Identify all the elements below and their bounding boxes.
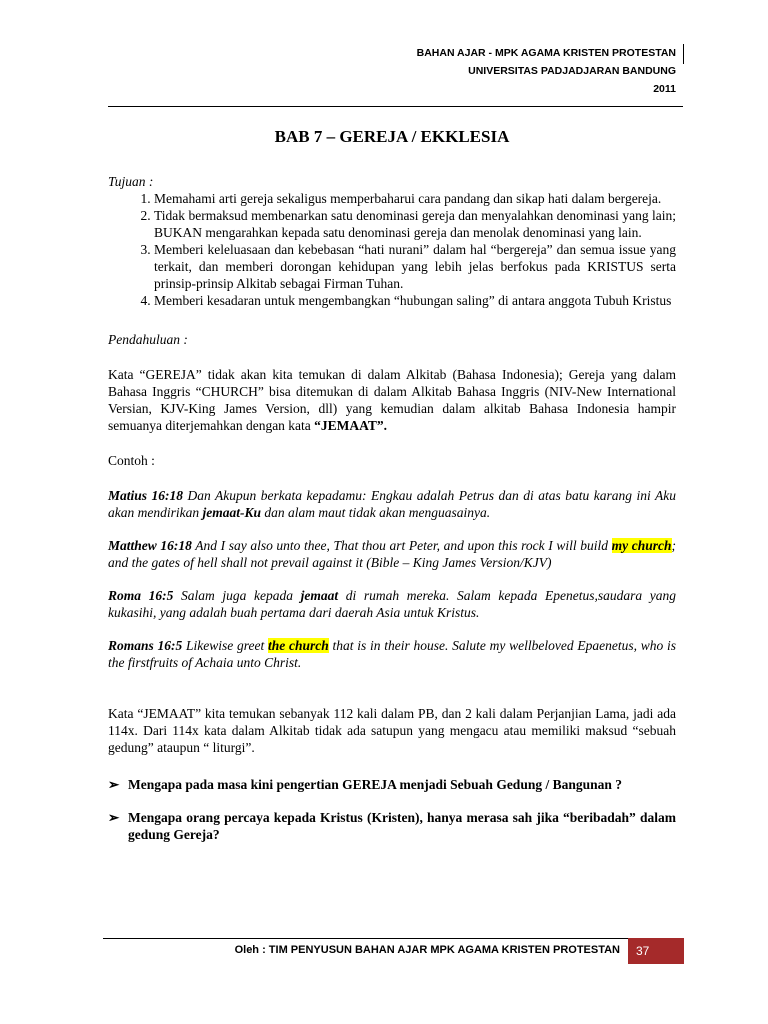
chapter-title: BAB 7 – GEREJA / EKKLESIA — [274, 127, 510, 146]
verse-bold: jemaat-Ku — [202, 505, 261, 520]
verse-romans — [108, 637, 676, 671]
verse-text: Salam juga kepada — [173, 588, 301, 603]
goal-item: 3. Memberi keleluasaan dan kebebasan “hati nurani” dalam hal “bergereja” dan semua issue yang terkait, dan memberi dorongan kehidupan yang lebih jelas berfokus pada KRISTUS serta prinsip-prinsip Alkitab sebagai Firman Tuhan. — [154, 241, 676, 292]
verse-roma — [108, 587, 676, 621]
footer-divider — [103, 938, 628, 939]
verse-text: dan alam maut tidak akan menguasainya. — [261, 505, 491, 520]
verse-ref: Matius 16:18 — [108, 488, 184, 503]
verse-matius — [108, 487, 676, 521]
question-text: Mengapa pada masa kini pengertian GEREJA menjadi Sebuah Gedung / Bangunan ? — [128, 777, 622, 792]
header-divider — [108, 106, 683, 107]
tujuan-label: Tujuan : — [108, 174, 154, 189]
goal-item: 4. Memberi kesadaran untuk mengembangkan “hubungan saling” di antara anggota Tubuh Kristus — [154, 292, 676, 309]
pendahuluan-text: Kata “GEREJA” tidak akan kita temukan di dalam Alkitab (Bahasa Indonesia); Gereja yang dalam Bahasa Inggris “CHURCH” bisa ditemukan di dalam Alkitab Bahasa Inggris (NIV-New International Versian, KJV-King James Version, dll) yang kemudian dalam alkitab Bahasa Indonesia hampir semuanya diterjemahkan dengan kata — [108, 367, 676, 433]
page-header — [417, 44, 676, 98]
verse-text: Likewise greet — [182, 638, 269, 653]
header-line-1: BAHAN AJAR - MPK AGAMA KRISTEN PROTESTAN — [416, 47, 676, 59]
header-year: 2011 — [653, 83, 676, 95]
highlighted-text: the church — [268, 638, 329, 653]
verse-text: that is in their house. Salute my wellbeloved Epaenetus, who is the firstfruits of Achaia unto Christ. — [108, 638, 677, 670]
jemaat-count-paragraph: Kata “JEMAAT” kita temukan sebanyak 112 kali dalam PB, dan 2 kali dalam Perjanjian Lama, jadi ada 114x. Dari 114x kata dalam Alkitab tidak ada satupun yang mengacu atau memiliki maksud “sebuah gedung” ataupun “ liturgi”. — [108, 706, 676, 755]
arrow-bullet-icon: ➢ — [108, 810, 120, 825]
jemaat-bold-word: “JEMAAT”. — [314, 418, 388, 433]
page-number: 37 — [636, 944, 650, 958]
verse-bold: jemaat — [300, 588, 339, 603]
question-text: Mengapa orang percaya kepada Kristus (Kristen), hanya merasa sah jika “beribadah” dalam gedung Gereja? — [128, 810, 676, 842]
header-line-2: UNIVERSITAS PADJADJARAN BANDUNG — [468, 65, 676, 77]
verse-ref: Roma 16:5 — [108, 588, 174, 603]
question-item — [108, 809, 676, 843]
verse-text: di rumah mereka. Salam kepada Epenetus,saudara yang kukasihi, yang adalah buah pertama dari daerah Asia untuk Kristus. — [108, 588, 676, 620]
contoh-label: Contoh : — [108, 453, 155, 468]
footer-author: Oleh : TIM PENYUSUN BAHAN AJAR MPK AGAMA KRISTEN PROTESTAN — [234, 944, 620, 956]
goal-item: 1. Memahami arti gereja sekaligus memperbaharui cara pandang dan sikap hati dalam bergereja. — [154, 190, 676, 207]
arrow-bullet-icon: ➢ — [108, 777, 120, 792]
pendahuluan-paragraph — [108, 366, 676, 434]
header-vertical-bar — [683, 44, 684, 64]
page-body — [108, 124, 676, 843]
question-item — [108, 776, 676, 793]
verse-text: ; and the gates of hell shall not prevail against it (Bible – King James Version/KJV) — [108, 538, 676, 570]
verse-text: And I say also unto thee, That thou art Peter, and upon this rock I will build — [191, 538, 612, 553]
verse-text: Dan Akupun berkata kepadamu: Engkau adalah Petrus dan di atas batu karang ini Aku akan mendirikan — [108, 488, 676, 520]
highlighted-text: my church — [611, 538, 672, 553]
pendahuluan-label: Pendahuluan : — [108, 332, 188, 347]
goal-item: 2. Tidak bermaksud membenarkan satu denominasi gereja dan menyalahkan denominasi yang lain; BUKAN mengarahkan kepada satu denominasi gereja dan menolak denominasi yang lain. — [154, 207, 676, 241]
page-number-box — [628, 938, 684, 964]
goals-list — [108, 190, 676, 309]
verse-ref: Romans 16:5 — [108, 638, 183, 653]
verse-matthew — [108, 537, 676, 571]
verse-ref: Matthew 16:18 — [108, 538, 192, 553]
